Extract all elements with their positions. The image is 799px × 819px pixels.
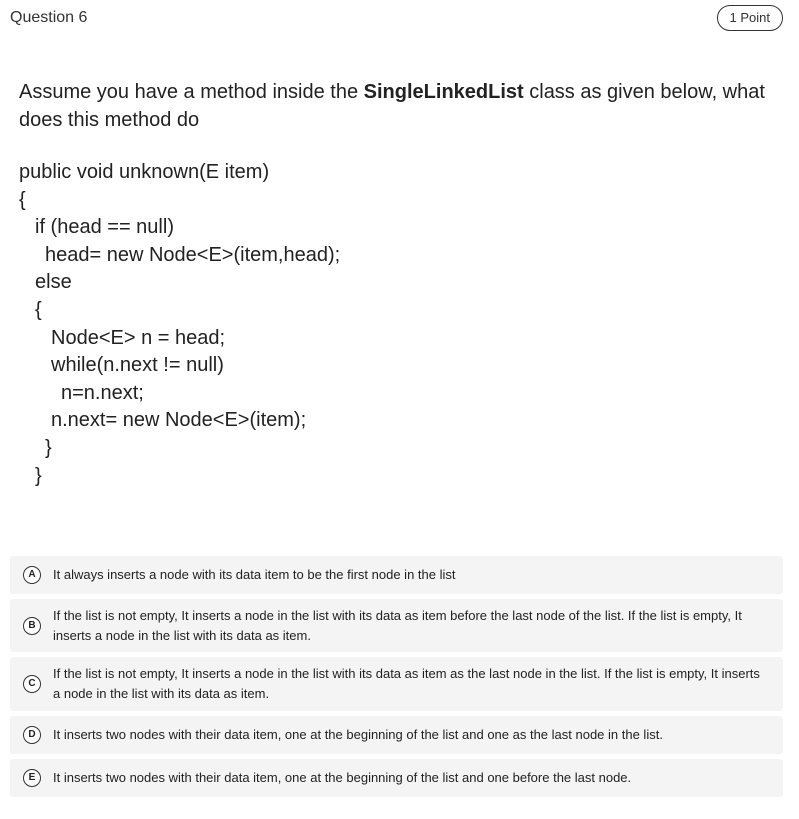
question-body — [19, 78, 779, 490]
prompt-text-start: Assume you have a method inside the — [19, 81, 364, 103]
code-line: Node<E> n = head; — [51, 326, 226, 349]
option-letter-badge: C — [23, 675, 41, 693]
question-title: Question 6 — [10, 9, 88, 26]
option-text: It always inserts a node with its data item to be the first node in the list — [53, 567, 456, 582]
prompt-text-end: class as given below, what does this method do — [19, 81, 765, 131]
option-b[interactable] — [10, 599, 783, 652]
option-text: If the list is not empty, It inserts a node in the list with its data as item before the last node of the list. If the list is empty, It inserts a node in the list with its data as item. — [53, 607, 742, 643]
code-line: { — [19, 188, 26, 211]
code-line: } — [35, 464, 42, 487]
option-text: It inserts two nodes with their data item, one at the beginning of the list and one before the last node. — [53, 770, 632, 785]
option-text: If the list is not empty, It inserts a node in the list with its data as item as the last node in the list. If the list is empty, It inserts a node in the list with its data as item. — [53, 666, 760, 701]
code-line: else — [35, 271, 72, 294]
option-c[interactable] — [10, 657, 783, 711]
option-d[interactable] — [10, 716, 783, 754]
option-letter-badge: A — [23, 566, 41, 584]
code-line: { — [35, 298, 42, 321]
option-text: It inserts two nodes with their data item, one at the beginning of the list and one as the last node in the list. — [53, 727, 663, 742]
code-line: n=n.next; — [61, 381, 144, 404]
prompt-class-name: SingleLinkedList — [363, 81, 524, 103]
code-line: } — [45, 436, 52, 459]
code-block — [19, 159, 779, 490]
code-line: if (head == null) — [35, 216, 174, 239]
option-letter-badge: B — [23, 617, 41, 635]
option-a[interactable] — [10, 556, 783, 594]
answer-options — [10, 556, 783, 802]
code-line: public void unknown(E item) — [19, 161, 270, 183]
question-header — [10, 8, 783, 32]
option-letter-badge: D — [23, 726, 41, 744]
option-letter-badge: E — [23, 769, 41, 787]
code-line: n.next= new Node<E>(item); — [51, 409, 307, 432]
code-line: head= new Node<E>(item,head); — [45, 243, 341, 266]
option-e[interactable] — [10, 759, 783, 797]
points-badge: 1 Point — [717, 5, 783, 31]
question-prompt — [19, 78, 779, 134]
code-line: while(n.next != null) — [51, 354, 224, 377]
